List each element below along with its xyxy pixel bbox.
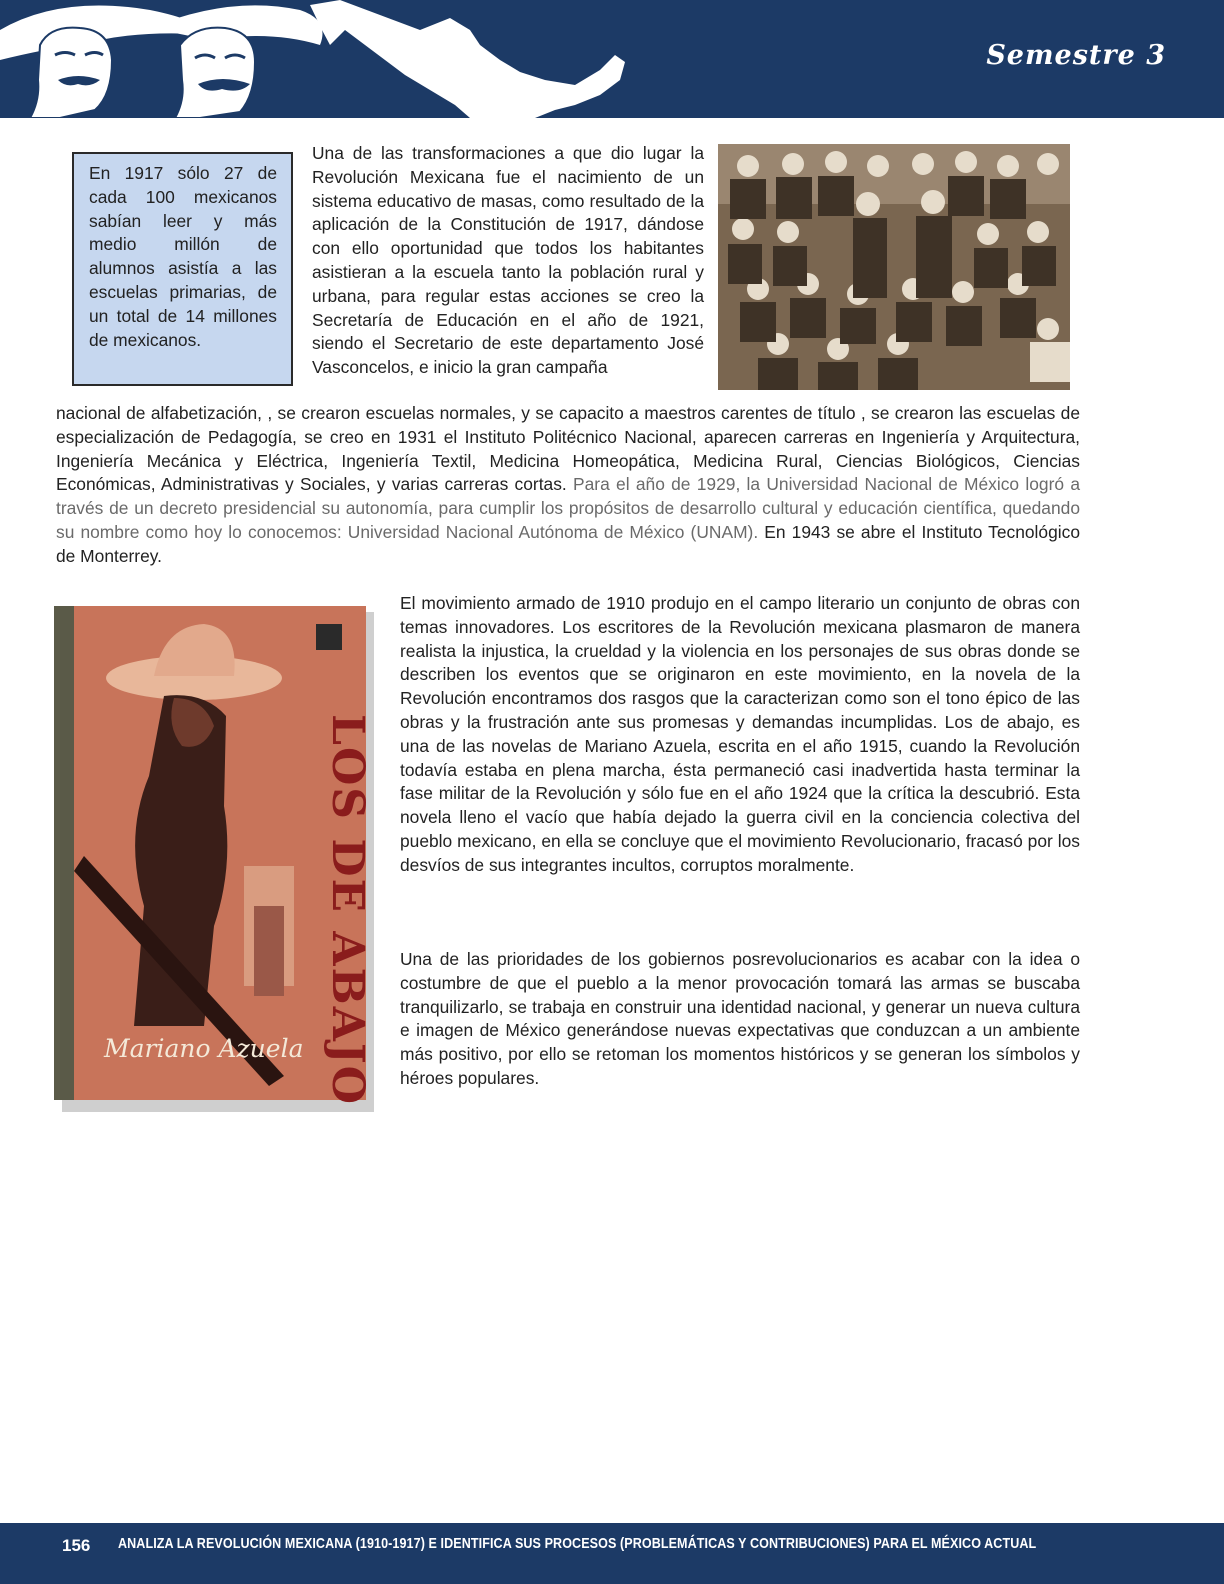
paragraph-education-intro [312, 142, 704, 380]
book-cover-title: LOS DE ABAJO [322, 714, 373, 1106]
page-number: 156 [62, 1536, 91, 1555]
book-cover-los-de-abajo [54, 606, 376, 1112]
school-group-photo-image [718, 144, 1070, 390]
page-footer [0, 1523, 1224, 1584]
sidebar-note-box [72, 152, 293, 386]
paragraph-unam-text: Para el año de 1929, la Universidad Nacional de México logró a través de un decreto presidencial su autonomía, para cumplir los propósitos de desarrollo cultural y educación científica, quedando su nombre como hoy lo conocemos: Universidad Nacional Autónoma de México (UNAM). [56, 474, 1080, 542]
paragraph-literature-text: El movimiento armado de 1910 produjo en el campo literario un conjunto de obras con temas innovadores. Los escritores de la Revolución mexicana plasmaron de manera realista la injustica, la crueldad y la violencia en los personajes de sus obras donde se describen los eventos que se originaron en este movimiento, en la novela de la Revolución encontramos dos rasgos que la caracterizan como son el tono épico de las obras y la frustración ante sus promesas y demandas incumplidas. Los de abajo, es una de las novelas de Mariano Azuela, escrita en el año 1915, cuando la Revolución todavía estaba en plena marcha, ésta permaneció casi inadvertida hasta terminar la fase militar de la Revolución y sólo fue en el año 1924 que la crítica la descubrió. Esta novela lleno el vacío que había dejado la guerra civil en la conciencia colectiva del pueblo mexicano, en ella se concluye que el movimiento Revolucionario, fracasó por los desvíos de sus integrantes incultos, corruptos moralmente. [400, 593, 1080, 875]
book-cover-author: Mariano Azuela [104, 1034, 304, 1063]
paragraph-education-continued [56, 402, 1080, 569]
paragraph-education-intro-text: Una de las transformaciones a que dio lugar la Revolución Mexicana fue el nacimiento de un sistema educativo de masas, como resultado de la aplicación de la Constitución de 1917, dándose con ello oportunidad que todos los habitantes asistieran a la escuela tanto la población rural y urbana, para regular estas acciones se creo la Secretaría de Educación en el año de 1921, siendo el Secretario de este departamento José Vasconcelos, e inicio la gran campaña [312, 143, 704, 378]
paragraph-education-text-a: nacional de alfabetización, , se crearon escuelas normales, y se capacito a maestros carentes de título , se crearon las escuelas de especialización de Pedagogía, se creo en 1931 el Instituto Politécnico Nacional, aparecen carreras en Ingeniería y Arquitectura, Ingeniería Mecánica y Eléctrica, Ingeniería Textil, Medicina Homeopática, Medicina Rural, Ciencias Biológicos, Ciencias Económicas, Administrativas y Sociales, y varias carreras cortas. [56, 403, 1080, 495]
footer-unit-title: ANALIZA LA REVOLUCIÓN MEXICANA (1910-1917) E IDENTIFICA SUS PROCESOS (PROBLEMÁTICAS Y CONTRIBUCIONES) PARA EL MÉXICO ACTUAL [118, 1536, 1037, 1552]
sidebar-note-text: En 1917 sólo 27 de cada 100 mexicanos sabían leer y más medio millón de alumnos asistía a las escuelas primarias, de un total de 14 millones de mexicanos. [89, 163, 277, 350]
paragraph-post-revolution [400, 948, 1080, 1091]
page-header-banner [0, 0, 1224, 118]
semester-label: Semestre 3 [986, 40, 1166, 71]
paragraph-post-revolution-text: Una de las prioridades de los gobiernos posrevolucionarios es acabar con la idea o costumbre de que el pueblo a la menor provocación tomará las armas se buscaba tranquilizarlo, se trabaja en construir una identidad nacional, y generar un nueva cultura e imagen de México generándose nuevas expectativas que conduzcan a un ambiente más positivo, por ello se retoman los momentos históricos y se generan los símbolos y héroes populares. [400, 949, 1080, 1088]
school-group-photo [718, 144, 1070, 390]
paragraph-literature [400, 592, 1080, 878]
paragraph-monterrey-text: En 1943 se abre el Instituto Tecnológico de Monterrey. [56, 521, 1080, 566]
